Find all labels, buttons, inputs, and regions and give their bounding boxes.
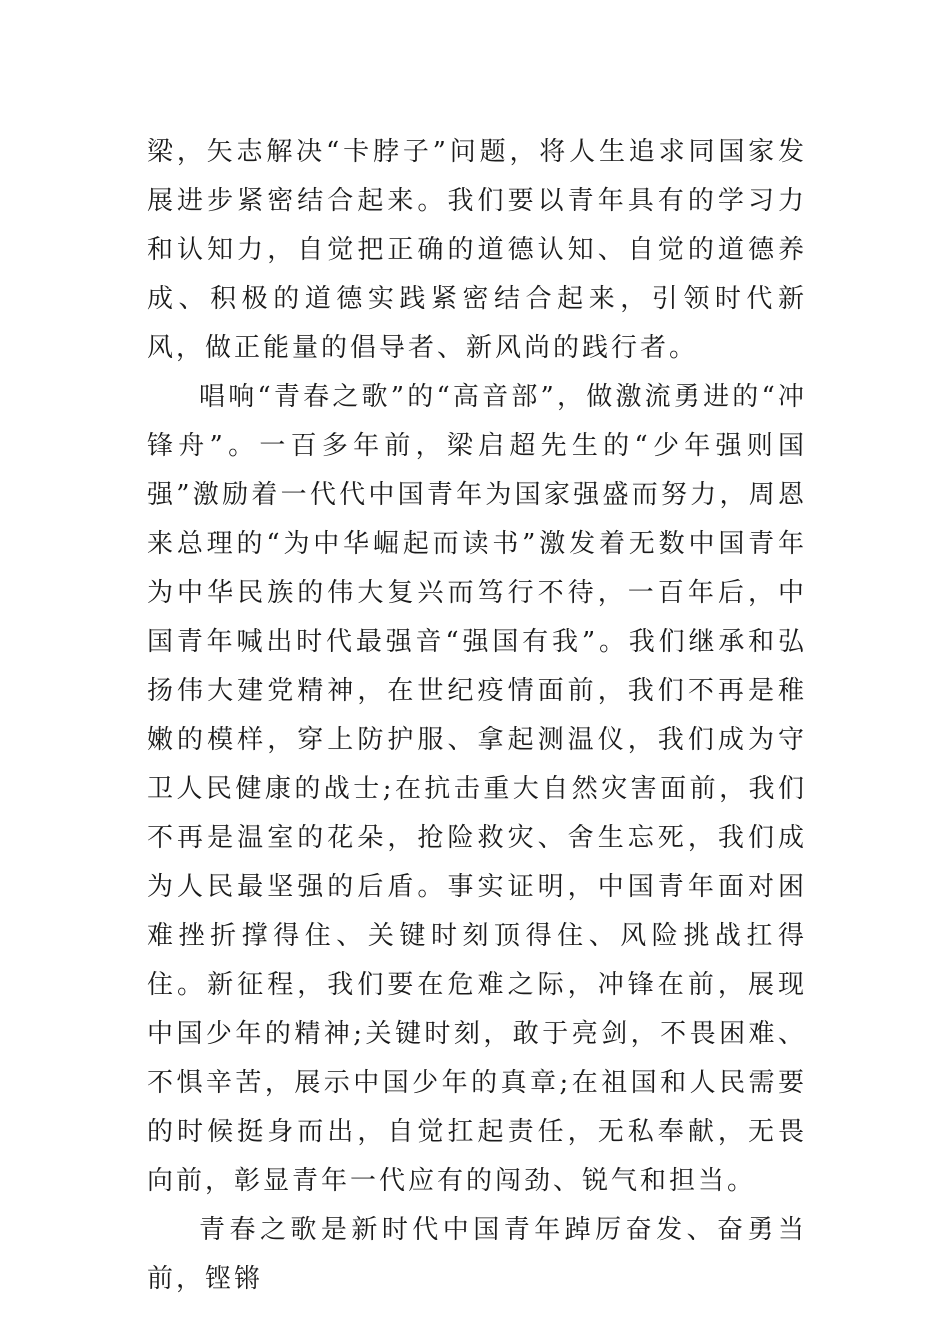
paragraph-2: 唱响“青春之歌”的“高音部”，做激流勇进的“冲锋舟”。一百多年前，梁启超先生的“少年强则国强”激励着一代代中国青年为国家强盛而努力，周恩来总理的“为中华崛起而读书”激发着无数中国青年为中华民族的伟大复兴而笃行不待，一百年后，中国青年喊出时代最强音“强国有我”。我们继承和弘扬伟大建党精神，在世纪疫情面前，我们不再是稚嫩的模样，穿上防护服、拿起测温仪，我们成为守卫人民健康的战士;在抗击重大自然灾害面前，我们不再是温室的花朵，抢险救灾、舍生忘死，我们成为人民最坚强的后盾。事实证明，中国青年面对困难挫折撑得住、关键时刻顶得住、风险挑战扛得住。新征程，我们要在危难之际，冲锋在前，展现中国少年的精神;关键时刻，敢于亮剑，不畏困难、不惧辛苦，展示中国少年的真章;在祖国和人民需要的时候挺身而出，自觉扛起责任，无私奉献，无畏向前，彰显青年一代应有的闯劲、锐气和担当。 xyxy=(147,382,807,1196)
document-body xyxy=(147,128,807,1304)
paragraph-3: 青春之歌是新时代中国青年踔厉奋发、奋勇当前，铿锵 xyxy=(147,1215,807,1294)
paragraph-1: 梁，矢志解决“卡脖子”问题，将人生追求同国家发展进步紧密结合起来。我们要以青年具有的学习力和认知力，自觉把正确的道德认知、自觉的道德养成、积极的道德实践紧密结合起来，引领时代新风，做正能量的倡导者、新风尚的践行者。 xyxy=(147,137,807,363)
